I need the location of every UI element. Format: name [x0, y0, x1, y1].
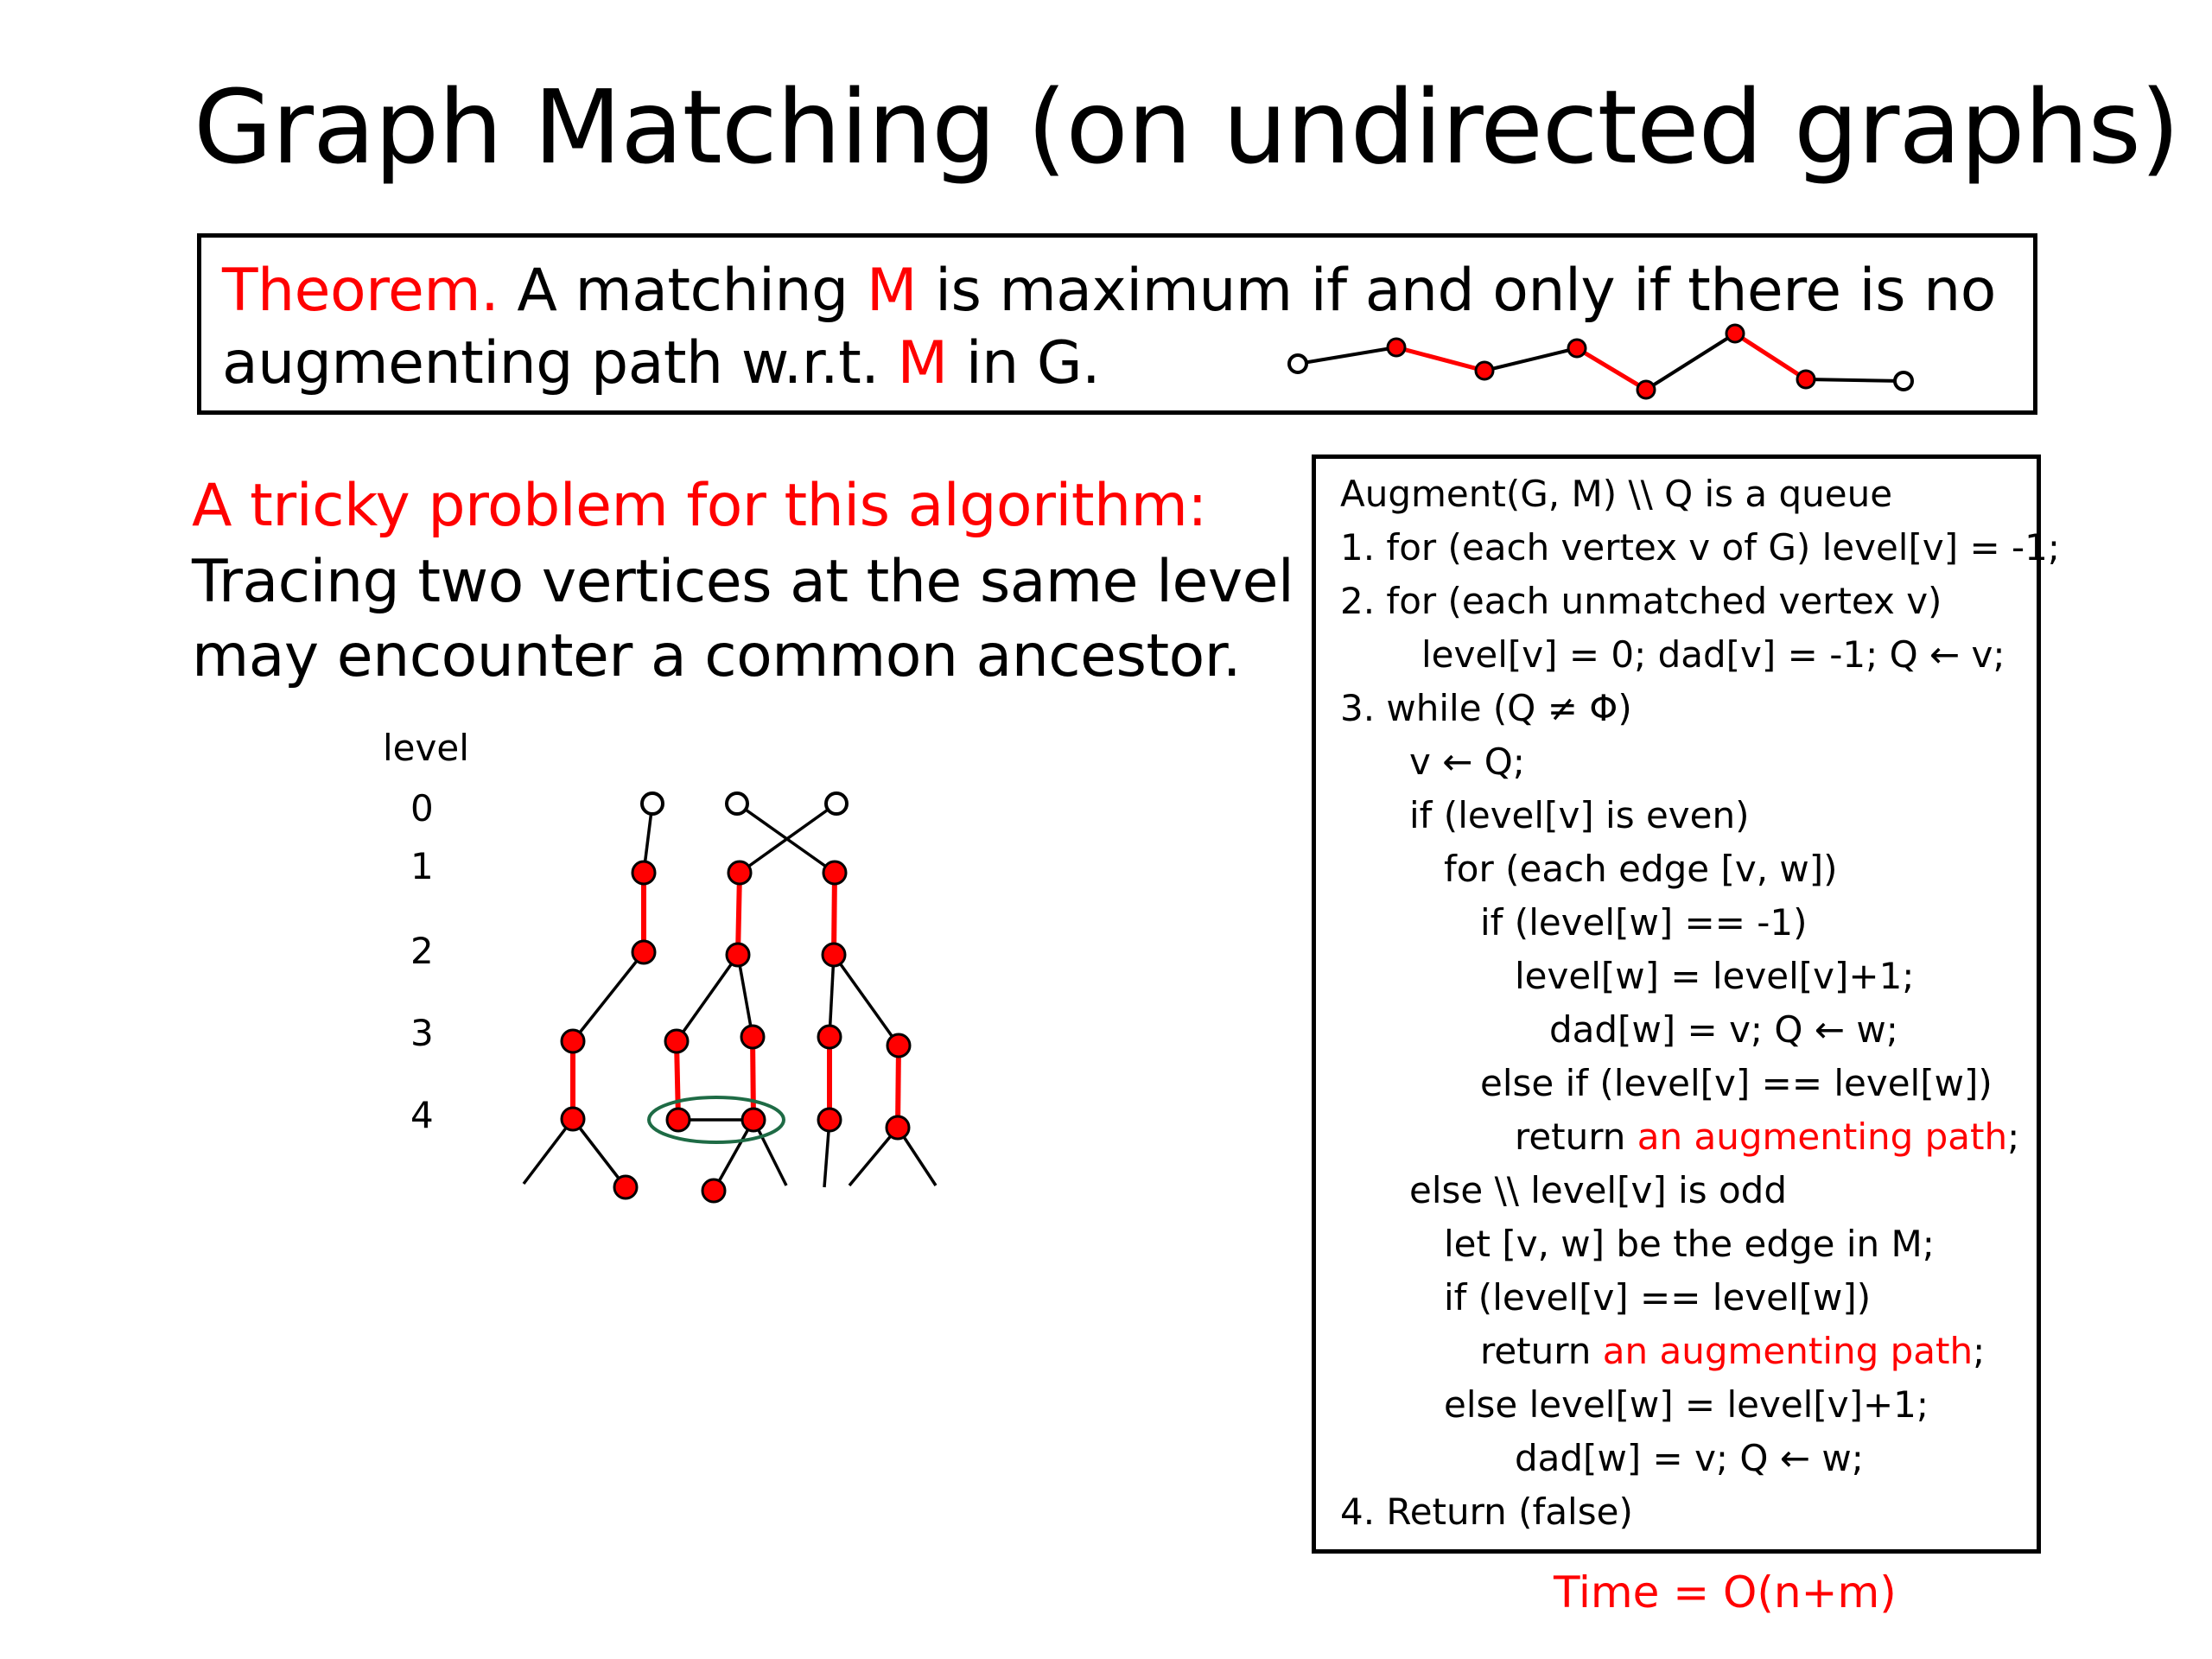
algo-line-10: level[w] = level[v]+1; — [1515, 955, 1915, 997]
algo-augmenting-path-2: an augmenting path — [1602, 1330, 1974, 1372]
path-vertex — [1726, 325, 1744, 342]
algo-semicolon-1: ; — [2007, 1116, 2020, 1158]
level-label-1: 1 — [410, 845, 434, 887]
algo-line-1: Augment(G, M) \\ Q is a queue — [1340, 473, 1893, 515]
algo-return-text-2: return — [1480, 1330, 1603, 1372]
path-vertex — [1568, 340, 1586, 357]
algo-line-20: 4. Return (false) — [1340, 1491, 1633, 1533]
problem-heading: A tricky problem for this algorithm: — [192, 472, 1207, 540]
tree-root-vertex — [727, 793, 747, 814]
tree-vertex — [741, 1026, 764, 1048]
path-vertex — [1797, 371, 1815, 388]
algo-line-17 — [1480, 1330, 1986, 1372]
algo-line-12: else if (level[v] == level[w]) — [1480, 1062, 1993, 1104]
algo-semicolon-2: ; — [1973, 1330, 1986, 1372]
tree-vertex — [614, 1176, 637, 1198]
tree-vertex — [632, 861, 655, 884]
tree-vertex — [632, 941, 655, 963]
theorem-label: Theorem. — [222, 257, 499, 325]
tree-vertex — [702, 1179, 725, 1202]
level-label-3: 3 — [410, 1012, 434, 1054]
algo-line-2: 1. for (each vertex v of G) level[v] = -1; — [1340, 526, 2061, 569]
time-complexity: Time = O(n+m) — [1554, 1567, 1897, 1618]
augmenting-path-diagram — [1289, 325, 1912, 398]
tree-vertex — [823, 861, 846, 884]
tree-root-vertex — [642, 793, 663, 814]
tree-vertex — [665, 1030, 688, 1052]
algo-line-15: let [v, w] be the edge in M; — [1444, 1223, 1935, 1265]
algorithm-box — [1312, 454, 2061, 1554]
path-vertex — [1637, 381, 1655, 398]
level-label-0: 0 — [410, 787, 434, 830]
tree-vertex — [667, 1109, 690, 1131]
bfs-tree-diagram — [524, 793, 936, 1202]
algo-line-11: dad[w] = v; Q ← w; — [1549, 1008, 1898, 1051]
tree-vertex — [818, 1109, 841, 1131]
algo-line-18: else level[w] = level[v]+1; — [1444, 1383, 1929, 1426]
algo-line-13 — [1515, 1116, 2020, 1158]
algo-line-7: if (level[v] is even) — [1409, 794, 1750, 836]
tree-vertex — [562, 1108, 584, 1130]
algo-line-8: for (each edge [v, w]) — [1444, 848, 1838, 890]
slide-title: Graph Matching (on undirected graphs) — [194, 67, 2179, 187]
level-label-2: 2 — [410, 930, 434, 972]
algo-augmenting-path-1: an augmenting path — [1637, 1116, 2008, 1158]
tree-vertex — [887, 1034, 910, 1057]
tree-vertex — [823, 944, 845, 966]
algo-line-6: v ← Q; — [1409, 741, 1525, 783]
level-header: level — [383, 727, 469, 769]
algo-line-16: if (level[v] == level[w]) — [1444, 1276, 1872, 1319]
algo-line-19: dad[w] = v; Q ← w; — [1515, 1437, 1864, 1479]
problem-line-2: may encounter a common ancestor. — [192, 622, 1242, 690]
theorem-m-1: M — [866, 257, 917, 325]
tree-vertex — [742, 1109, 765, 1131]
algo-return-text: return — [1515, 1116, 1637, 1158]
algo-line-14: else \\ level[v] is odd — [1409, 1169, 1788, 1211]
theorem-text-1b: is maximum if and only if there is no — [916, 257, 1996, 325]
algo-line-3: 2. for (each unmatched vertex v) — [1340, 580, 1942, 622]
algo-line-9: if (level[w] == -1) — [1480, 901, 1808, 944]
level-label-4: 4 — [410, 1094, 434, 1136]
tree-root-vertex — [826, 793, 847, 814]
theorem-m-2: M — [897, 329, 948, 397]
theorem-text-2b: in G. — [947, 329, 1101, 397]
tree-vertex — [727, 944, 749, 966]
tree-vertex — [562, 1030, 584, 1052]
problem-line-1: Tracing two vertices at the same level — [192, 548, 1294, 616]
theorem-text-2a: augmenting path w.r.t. — [222, 329, 898, 397]
path-vertex — [1388, 339, 1405, 356]
tree-vertex — [887, 1116, 909, 1139]
tree-vertex — [728, 861, 751, 884]
path-vertex — [1476, 362, 1493, 379]
algo-line-5: 3. while (Q ≠ Φ) — [1340, 687, 1632, 729]
path-vertex-unmatched — [1895, 372, 1912, 390]
algo-line-4: level[v] = 0; dad[v] = -1; Q ← v; — [1421, 633, 2005, 676]
tree-vertex — [818, 1026, 841, 1048]
path-vertex-unmatched — [1289, 355, 1306, 372]
theorem-text-1a: A matching — [499, 257, 867, 325]
